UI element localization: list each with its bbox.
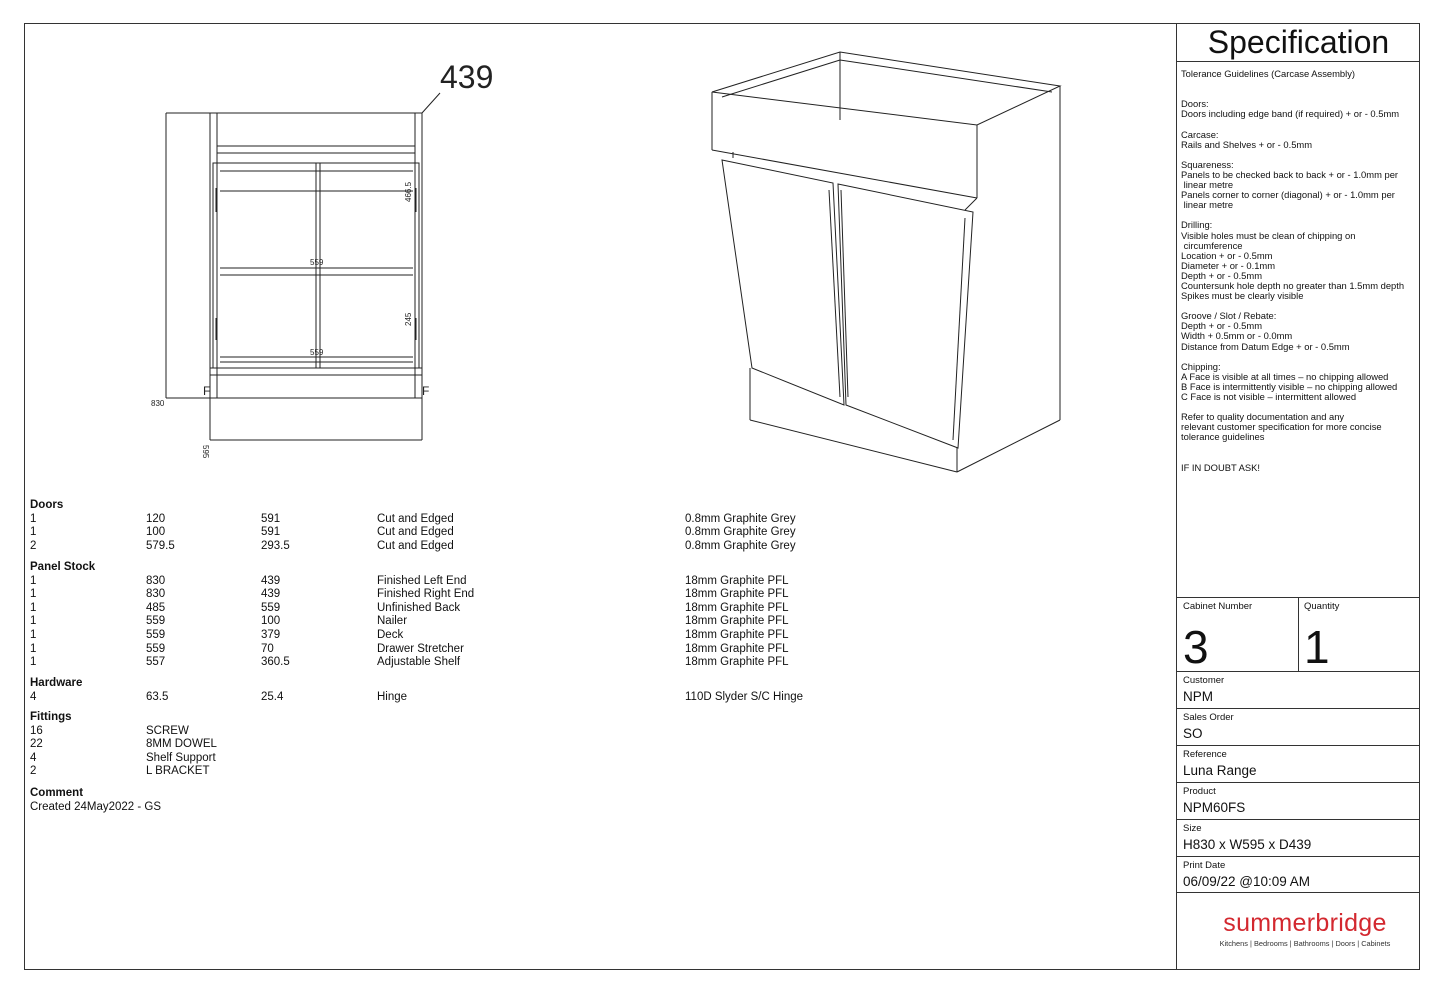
- table-cell: 120: [146, 512, 166, 525]
- panel-stock-title: Panel Stock: [30, 561, 96, 573]
- table-cell: 0.8mm Graphite Grey: [685, 539, 796, 552]
- table-row: [30, 765, 930, 779]
- brand-logo: [1205, 909, 1405, 948]
- table-cell: Finished Right End: [377, 588, 475, 601]
- table-cell: 4: [30, 751, 37, 764]
- table-cell: 18mm Graphite PFL: [685, 656, 789, 669]
- fittings-title: Fittings: [30, 711, 72, 723]
- table-cell: 1: [30, 628, 37, 641]
- table-row: [30, 602, 930, 616]
- table-cell: 18mm Graphite PFL: [685, 574, 789, 587]
- table-cell: 63.5: [146, 690, 169, 703]
- marker-left: F: [203, 384, 211, 398]
- quantity-value: 1: [1304, 621, 1330, 673]
- brand-divider: [1177, 892, 1420, 893]
- table-row: [30, 691, 930, 705]
- table-cell: 1: [30, 526, 37, 539]
- panel-stock-section: [30, 561, 930, 670]
- table-cell: 559: [146, 642, 166, 655]
- table-row: [30, 575, 930, 589]
- table-cell: 18mm Graphite PFL: [685, 642, 789, 655]
- dim-width-top: 559: [310, 258, 324, 267]
- technical-drawing: [0, 0, 1176, 490]
- brand-tagline: Kitchens | Bedrooms | Bathrooms | Doors | Cabinets: [1219, 939, 1391, 948]
- table-row: [30, 540, 930, 554]
- table-cell: Drawer Stretcher: [377, 642, 464, 655]
- table-cell: 485: [146, 601, 166, 614]
- reference-value: Luna Range: [1183, 763, 1257, 778]
- table-cell: 559: [146, 628, 166, 641]
- table-cell: 1: [30, 588, 37, 601]
- table-cell: Adjustable Shelf: [377, 656, 461, 669]
- table-cell: 439: [261, 588, 281, 601]
- table-cell: 1: [30, 642, 37, 655]
- table-cell: 70: [261, 642, 274, 655]
- table-cell: 110D Slyder S/C Hinge: [685, 690, 804, 703]
- table-cell: 559: [261, 601, 281, 614]
- comment-text: Created 24May2022 - GS: [30, 800, 162, 813]
- reference-box: [1177, 745, 1420, 783]
- table-cell: L BRACKET: [146, 765, 210, 778]
- table-row: [30, 725, 930, 739]
- table-cell: 1: [30, 656, 37, 669]
- print-date-label: Print Date: [1183, 860, 1226, 871]
- table-row: [30, 738, 930, 752]
- table-cell: Cut and Edged: [377, 539, 454, 552]
- table-cell: Finished Left End: [377, 574, 467, 587]
- customer-box: [1177, 671, 1420, 709]
- table-row: [30, 588, 930, 602]
- table-cell: 591: [261, 512, 281, 525]
- table-cell: 0.8mm Graphite Grey: [685, 526, 796, 539]
- table-cell: 0.8mm Graphite Grey: [685, 512, 796, 525]
- product-value: NPM60FS: [1183, 800, 1246, 815]
- hardware-title: Hardware: [30, 677, 83, 689]
- size-box: [1177, 819, 1420, 857]
- table-cell: 1: [30, 601, 37, 614]
- table-cell: Nailer: [377, 615, 408, 628]
- table-cell: 1: [30, 574, 37, 587]
- sales-order-label: Sales Order: [1183, 712, 1234, 723]
- comment-title: Comment: [30, 787, 84, 799]
- specification-panel: [1176, 23, 1420, 970]
- cabinet-quantity-box: [1177, 597, 1420, 672]
- table-cell: 293.5: [261, 539, 290, 552]
- table-cell: 4: [30, 690, 37, 703]
- depth-label: 439: [440, 59, 494, 95]
- dim-width-bottom: 559: [310, 348, 324, 357]
- product-label: Product: [1183, 786, 1216, 797]
- table-cell: 579.5: [146, 539, 175, 552]
- dim-height-left: 830: [151, 399, 165, 408]
- table-cell: 559: [146, 615, 166, 628]
- table-cell: 22: [30, 738, 43, 751]
- print-date-value: 06/09/22 @10:09 AM: [1183, 874, 1311, 889]
- table-row: [30, 752, 930, 766]
- doors-title: Doors: [30, 499, 64, 511]
- table-cell: 2: [30, 765, 37, 778]
- sales-order-box: [1177, 708, 1420, 746]
- table-cell: 16: [30, 724, 43, 737]
- table-cell: 2: [30, 539, 37, 552]
- table-cell: 25.4: [261, 690, 284, 703]
- table-cell: 18mm Graphite PFL: [685, 628, 789, 641]
- specification-title: Specification: [1177, 23, 1420, 62]
- reference-label: Reference: [1183, 749, 1227, 760]
- table-cell: 100: [261, 615, 281, 628]
- table-cell: 1: [30, 512, 37, 525]
- table-cell: 439: [261, 574, 281, 587]
- sales-order-value: SO: [1183, 726, 1203, 741]
- table-row: [30, 513, 930, 527]
- customer-value: NPM: [1183, 689, 1213, 704]
- dim-height-top: 466.5: [404, 181, 413, 202]
- table-cell: 830: [146, 574, 166, 587]
- table-cell: 591: [261, 526, 281, 539]
- quantity-label: Quantity: [1304, 601, 1340, 612]
- print-date-box: [1177, 856, 1420, 894]
- dim-width-overall: 595: [201, 445, 210, 459]
- brand-name: summerbridge: [1223, 909, 1387, 937]
- doors-section: [30, 499, 930, 553]
- cabinet-number-value: 3: [1183, 621, 1209, 673]
- table-row: [30, 643, 930, 657]
- table-cell: 360.5: [261, 656, 290, 669]
- size-value: H830 x W595 x D439: [1183, 837, 1312, 852]
- marker-right: F: [422, 384, 430, 398]
- table-cell: Hinge: [377, 690, 408, 703]
- table-row: [30, 629, 930, 643]
- product-box: [1177, 782, 1420, 820]
- table-row: [30, 615, 930, 629]
- hardware-section: [30, 677, 930, 704]
- table-cell: Unfinished Back: [377, 601, 461, 614]
- dim-height-lower: 245: [404, 312, 413, 326]
- table-cell: 830: [146, 588, 166, 601]
- customer-label: Customer: [1183, 675, 1225, 686]
- table-cell: Cut and Edged: [377, 512, 454, 525]
- isometric-view: [712, 52, 1060, 472]
- table-cell: 18mm Graphite PFL: [685, 615, 789, 628]
- table-cell: Deck: [377, 628, 404, 641]
- table-cell: 18mm Graphite PFL: [685, 601, 789, 614]
- table-row: [30, 656, 930, 670]
- tolerance-guidelines: Tolerance Guidelines (Carcase Assembly) Doors: Doors including edge band (if required) + or - 0.5mm Carcase: Rails and Shelves + or - 0.5mm Squareness: Panels to be checked back to back + or - 1.0mm per linear metre Panels corner to corner (diagonal) + or - 1.0mm per linear metre Drilling: Visible holes must be clean of chipping on circumference Location + or - 0.5mm Diameter + or - 0.1mm Depth + or - 0.5mm Countersunk hole depth no greater than 1.5mm depth Spikes must be clearly visible Groove / Slot / Rebate: Depth + or - 0.5mm Width + 0.5mm or - 0.0mm Distance from Datum Edge + or - 0.5mm Chipping: A Face is visible at all times – no chipping allowed B Face is intermittently visible – no chipping allowed C Face is not visible – intermittent allowed Refer to quality documentation and any relevant customer specification for more concise tolerance guidelines IF IN DOUBT ASK!: [1181, 68, 1405, 473]
- table-cell: Shelf Support: [146, 751, 216, 764]
- table-cell: 100: [146, 526, 166, 539]
- fittings-section: [30, 711, 930, 779]
- cabinet-number-label: Cabinet Number: [1183, 601, 1253, 612]
- comment-section: [30, 787, 930, 814]
- table-cell: 8MM DOWEL: [146, 738, 217, 751]
- table-cell: 18mm Graphite PFL: [685, 588, 789, 601]
- size-label: Size: [1183, 823, 1202, 834]
- table-cell: 1: [30, 615, 37, 628]
- table-cell: Cut and Edged: [377, 526, 454, 539]
- table-cell: 379: [261, 628, 281, 641]
- table-cell: SCREW: [146, 724, 189, 737]
- table-row: [30, 526, 930, 540]
- table-cell: 557: [146, 656, 166, 669]
